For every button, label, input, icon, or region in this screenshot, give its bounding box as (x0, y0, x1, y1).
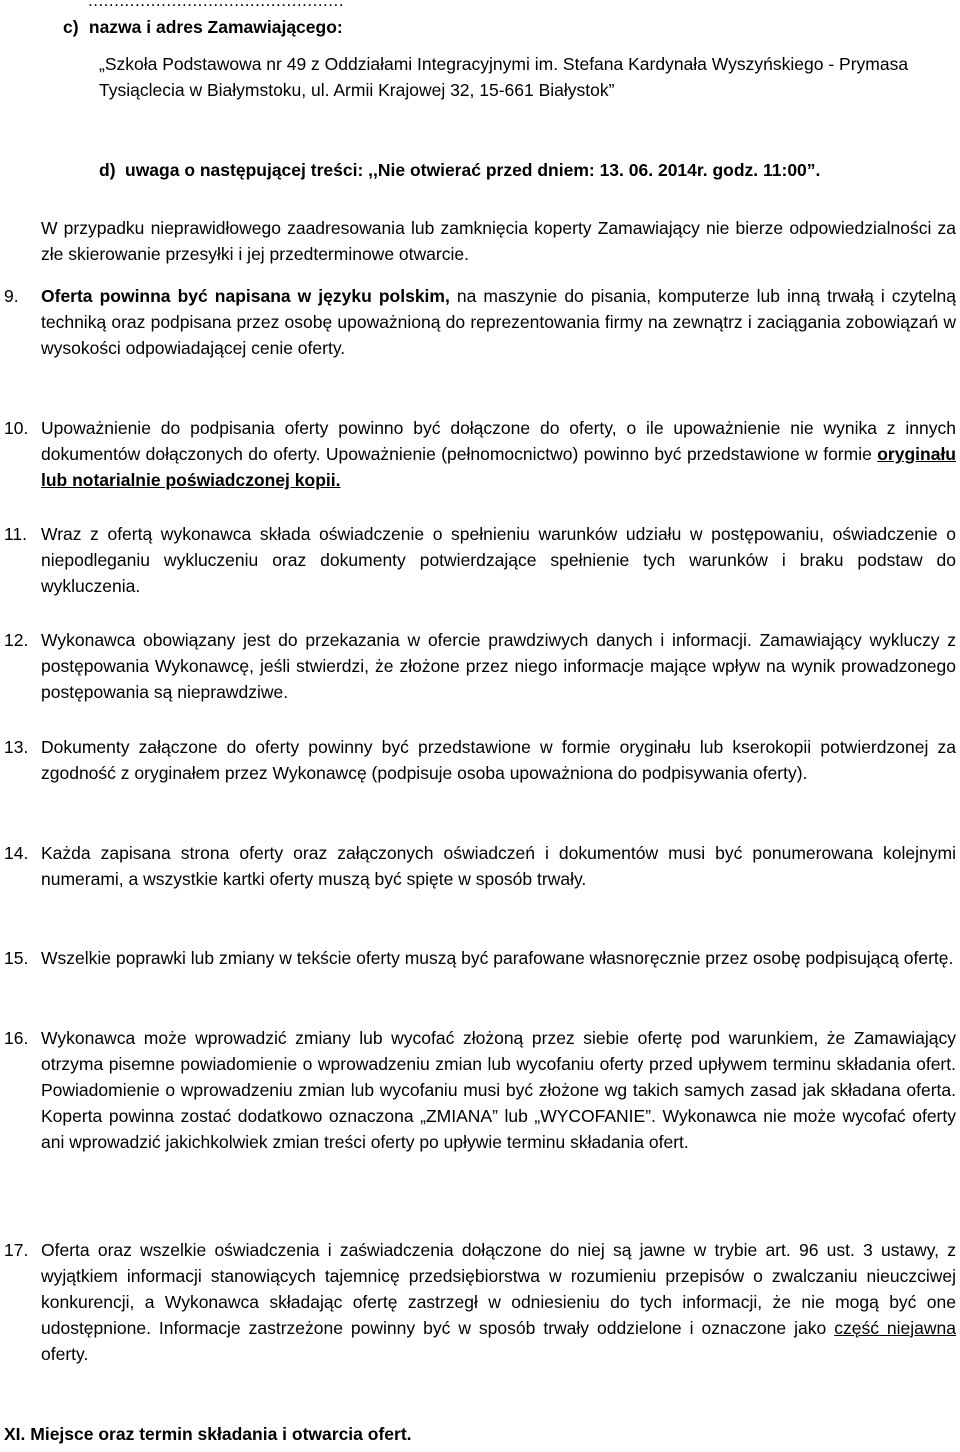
item-text (41, 415, 956, 493)
list-item-9 (2, 283, 956, 361)
list-item-17 (2, 1237, 956, 1367)
list-item-14 (2, 840, 956, 892)
item-text: Każda zapisana strona oferty oraz załączonych oświadczeń i dokumentów musi być ponumerowana kolejnymi numerami, a wszystkie kartki oferty muszą być spięte w sposób trwały. (41, 843, 956, 889)
item-text: Wykonawca może wprowadzić zmiany lub wycofać złożoną przez siebie ofertę pod warunkiem, że Zamawiający otrzyma pisemne powiadomienie o wprowadzeniu zmian lub wycofaniu oferty przed upływem terminu składania ofert. Powiadomienie o wprowadzeniu zmian lub wycofaniu musi być złożone wg takich samych zasad jak składana oferta. Koperta powinna zostać dodatkowo oznaczona „ZMIANA” lub „WYCOFANIE”. Wykonawca nie może wycofać oferty ani wprowadzić jakichkolwiek zmian treści oferty po upływie terminu składania ofert. (41, 1028, 956, 1152)
item-number: 14. (4, 843, 29, 863)
item-c-heading (63, 16, 343, 38)
addressing-note: W przypadku nieprawidłowego zaadresowania lub zamknięcia koperty Zamawiający nie bierze odpowiedzialności za złe skierowanie przesyłki i jej przedterminowe otwarcie. (41, 218, 956, 264)
item-c-title: nazwa i adres Zamawiającego: (88, 17, 343, 37)
item-number: 13. (4, 737, 29, 757)
item-text (41, 283, 956, 361)
item-underlined-text: część niejawna (834, 1318, 957, 1338)
item-text: Dokumenty załączone do oferty powinny być przedstawione w formie oryginału lub kserokopii potwierdzonej za zgodność z oryginałem przez Wykonawcę (podpisuje osoba upoważniona do podpisywania oferty). (41, 737, 956, 783)
item-text: Wykonawca obowiązany jest do przekazania w ofercie prawdziwych danych i informacji. Zamawiający wykluczy z postępowania Wykonawcę, jeśli stwierdzi, że złożone przez niego informacje mające wpływ na wynik prowadzonego postępowania są nieprawdziwe. (41, 630, 956, 702)
item-d-text: uwaga o następującej treści: ,,Nie otwierać przed dniem: 13. 06. 2014r. godz. 11:00”. (125, 160, 821, 180)
item-number: 11. (4, 524, 28, 544)
item-text: Wszelkie poprawki lub zmiany w tekście oferty muszą być parafowane własnoręcznie przez osobę podpisującą ofertę. (41, 948, 954, 968)
item-rest-text: na maszynie do pisania, komputerze lub inną trwałą i czytelną techniką oraz podpisana przez osobę upoważnioną do reprezentowania firmy na zewnątrz i zaciągania zobowiązań w wysokości odpowiadającej cenie oferty. (41, 286, 956, 358)
item-number: 16. (4, 1028, 29, 1048)
item-tail-text: oferty. (41, 1344, 89, 1364)
list-item-16 (2, 1025, 956, 1155)
list-item-11 (2, 521, 956, 599)
item-number: 17. (4, 1240, 29, 1260)
item-number: 12. (4, 630, 29, 650)
item-d-label: d) (99, 160, 116, 180)
item-number: 9. (4, 286, 19, 306)
item-emphasis-text: oryginału lub notarialnie poświadczonej kopii. (41, 444, 956, 490)
item-plain-text: Oferta oraz wszelkie oświadczenia i zaświadczenia dołączone do niej są jawne w trybie art. 96 ust. 3 ustawy, z wyjątkiem informacji stanowiących tajemnicę przedsiębiorstwa w rozumieniu przepisów o zwalczaniu nieuczciwej konkurencji, a Wykonawca składając ofertę zastrzegł w odniesieniu do tych informacji, że nie mogą być one udostępnione. Informacje zastrzeżone powinny być w sposób trwały oddzielone i oznaczone jako (41, 1240, 956, 1338)
dotted-line: ................................................. (88, 0, 344, 10)
item-c-label: c) (63, 17, 79, 37)
item-text: Wraz z ofertą wykonawca składa oświadczenie o spełnieniu warunków udziału w postępowaniu, oświadczenie o niepodleganiu wykluczeniu oraz dokumenty potwierdzające spełnienie tych warunków i braku podstaw do wykluczenia. (41, 524, 956, 596)
item-text (41, 1237, 956, 1367)
item-plain-text: Upoważnienie do podpisania oferty powinno być dołączone do oferty, o ile upoważnienie nie wynika z innych dokumentów dołączonych do oferty. Upoważnienie (pełnomocnictwo) powinno być przedstawione w formie (41, 418, 956, 464)
section-heading: XI. Miejsce oraz termin składania i otwarcia ofert. (4, 1424, 412, 1444)
list-item-12 (2, 627, 956, 705)
item-number: 15. (4, 948, 29, 968)
list-item-13 (2, 734, 956, 786)
list-item-15 (2, 945, 956, 971)
list-item-10 (2, 415, 956, 493)
item-bold-text: Oferta powinna być napisana w języku polskim, (41, 286, 450, 306)
item-number: 10. (4, 418, 29, 438)
item-d (99, 157, 919, 184)
contracting-authority-address: „Szkoła Podstawowa nr 49 z Oddziałami Integracyjnymi im. Stefana Kardynała Wyszyńskiego - Prymasa Tysiąclecia w Białymstoku, ul. Armii Krajowej 32, 15-661 Białystok” (99, 54, 909, 100)
